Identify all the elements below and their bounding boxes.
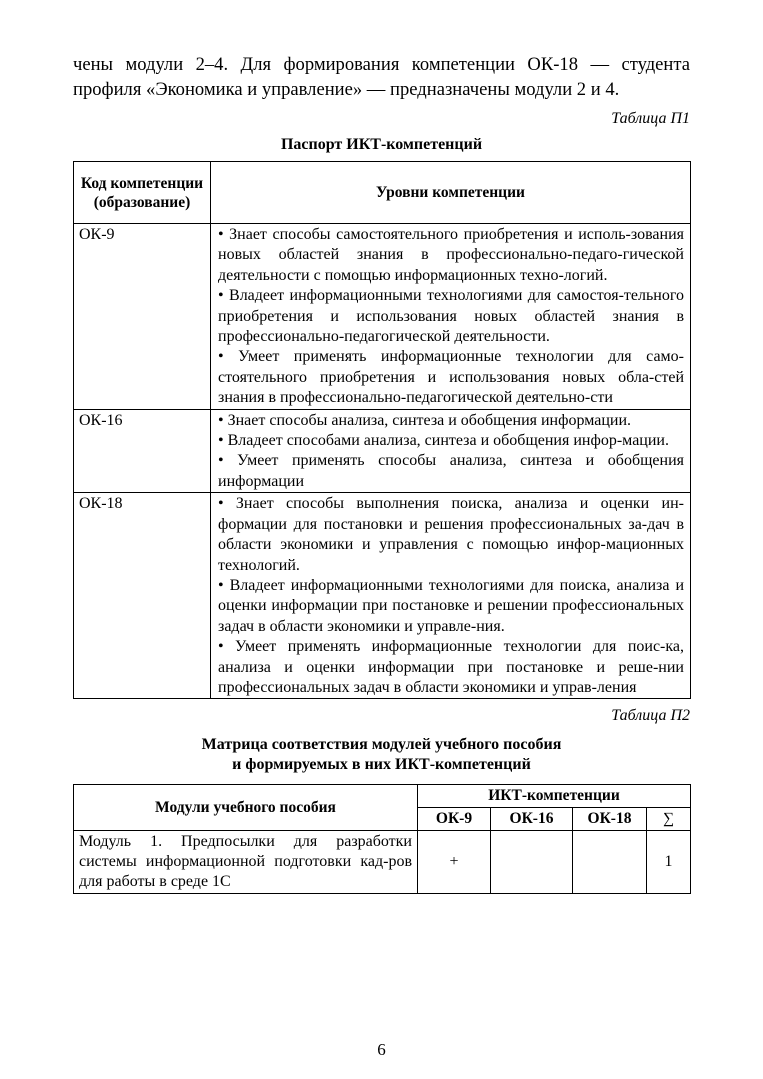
table2-caption: Таблица П2 [611, 707, 690, 725]
module-name: Модуль 1. Предпосылки для разработки системы информационной подготовки кад-ров для работы в среде 1С [74, 831, 418, 894]
level-item: • Владеет информационными технологиями для самостоя-тельного приобретения и использования новых областей знания в профессионально-педагогической деятельности. [218, 287, 684, 346]
competency-levels [211, 493, 691, 699]
page-body [73, 52, 690, 894]
header-ict-competencies: ИКТ-компетенции [418, 785, 691, 808]
level-item: • Владеет информационными технологиями для поиска, анализа и оценки информации при постановке и решении профессиональных задач в области экономики и управле-ния. [218, 576, 684, 635]
header-levels: Уровни компетенции [211, 162, 691, 224]
page-number: 6 [377, 1040, 386, 1059]
table2-title-line-2: и формируемых в них ИКТ-компетенций [232, 756, 531, 774]
module-matrix-table [73, 784, 691, 894]
level-item: • Владеет способами анализа, синтеза и обобщения инфор-мации. [218, 432, 669, 450]
competency-code: ОК-16 [74, 409, 211, 493]
cell-ok9: + [418, 831, 491, 894]
table2-title-line-1: Матрица соответствия модулей учебного пособия [201, 736, 562, 754]
level-item: • Знает способы анализа, синтеза и обобщения информации. [218, 411, 632, 429]
intro-line-2: профиля «Экономика и управление» — предназначены модули 2 и 4. [73, 79, 620, 100]
competency-code: ОК-18 [74, 493, 211, 699]
table-row [74, 831, 691, 894]
header-code: Код компетенции (образование) [74, 162, 211, 224]
header-sum: ∑ [647, 808, 691, 831]
header-ok18: ОК-18 [573, 808, 647, 831]
level-item: • Умеет применять информационные технологии для поис-ка, анализа и оценки информации при постановке и реше-нии профессиональных задач в области экономики и управ-ления [218, 638, 684, 696]
table1-caption: Таблица П1 [611, 110, 690, 127]
competency-levels [211, 224, 691, 410]
level-item: • Знает способы выполнения поиска, анализа и оценки ин-формации для постановки и решения профессиональных за-дач в области экономики и управления с помощью инфор-мационных технологий. [218, 495, 684, 574]
cell-sum: 1 [647, 831, 691, 894]
intro-paragraph [73, 52, 690, 102]
header-ok16: ОК-16 [491, 808, 573, 831]
competency-levels [211, 409, 691, 493]
header-modules: Модули учебного пособия [74, 785, 418, 831]
table-row [74, 224, 691, 410]
table-row [74, 493, 691, 699]
table1-title: Паспорт ИКТ-компетенций [280, 136, 483, 153]
cell-ok16 [491, 831, 573, 894]
cell-ok18 [573, 831, 647, 894]
level-item: • Умеет применять способы анализа, синтеза и обобщения информации [218, 452, 684, 490]
intro-line-1: чены модули 2–4. Для формирования компетенции ОК-18 — студента [73, 54, 690, 75]
level-item: • Умеет применять информационные технологии для само-стоятельного приобретения и использования новых обла-стей знания в профессионально-педагогической деятельно-сти [218, 348, 684, 407]
level-item: • Знает способы самостоятельного приобретения и исполь-зования новых областей знания в профессионально-педаго-гической деятельности с помощью информационных техно-логий. [218, 226, 684, 284]
competency-passport-table [73, 161, 691, 699]
table-row [74, 409, 691, 493]
header-ok9: ОК-9 [418, 808, 491, 831]
competency-code: ОК-9 [74, 224, 211, 410]
